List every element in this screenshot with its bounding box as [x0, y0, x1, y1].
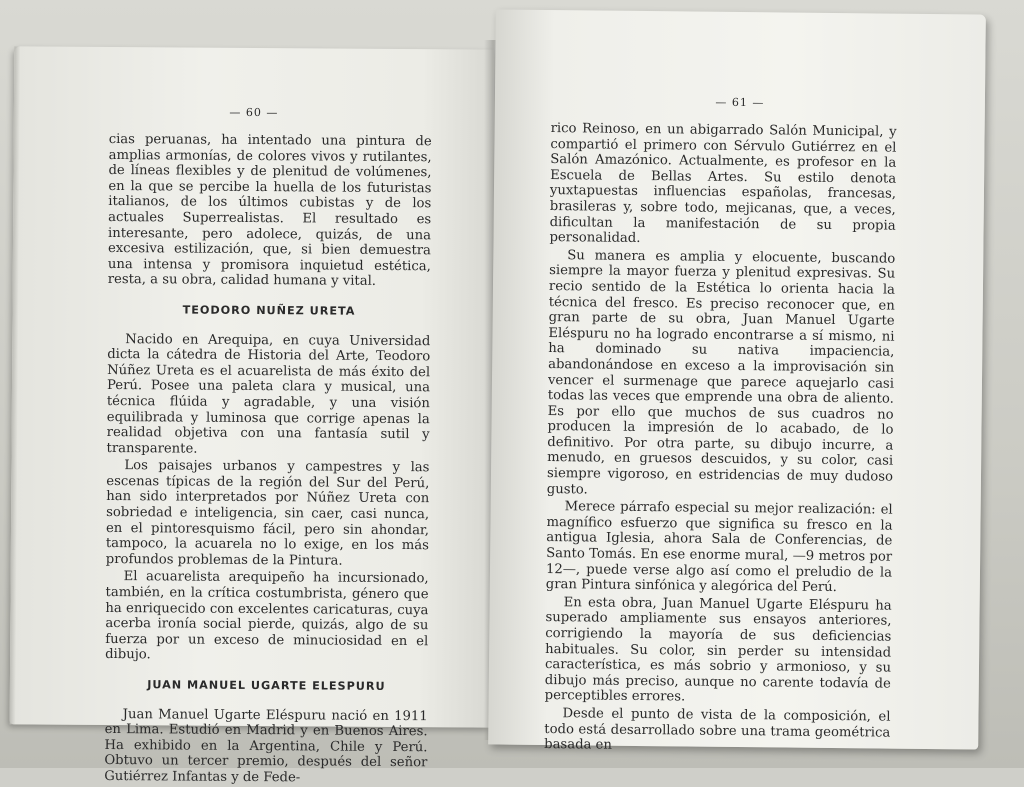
paragraph: Los paisajes urbanos y campestres y las escenas típicas de la región del Sur del Perú, han sido interpretados por Núñez Ureta con sobriedad e inteligencia, sin caer, casi nunca, en el pintoresquismo fácil, pero sin ahondar, tampoco, la acuarela no lo exige, en los más profundos problemas de la Pintura. — [105, 458, 430, 569]
left-page — [10, 46, 495, 786]
section-heading: JUAN MANUEL UGARTE ELESPURU — [147, 678, 386, 693]
paragraph: En esta obra, Juan Manuel Ugarte Eléspuru ha superado ampliamente sus ensayos anteriores, corrigiendo la mayoría de sus deficiencias habituales. Su color, sin perder su intensidad característica, es más sobrio y armonioso, y su dibujo más preciso, aunque no carente todavía de perceptibles errores. — [544, 595, 892, 705]
paragraph: Merece párrafo especial su mejor realización: el magnífico esfuerzo que significa su fresco en la antigua Iglesia, ahora Sala de Conferencias, de Santo Tomás. En ese enorme mural, —9 metros por 12—, puede verse algo así como el preludio de la gran Pintura sinfónica y alegórica del Perú. — [545, 499, 893, 596]
paragraph: Nacido en Arequipa, en cuya Universidad dicta la cátedra de Historia del Arte, Teodoro Núñez Ureta es el acuarelista de más éxito del Perú. Posee una paleta clara y musical, una técnica flúida y agradable, y una visión equilibrada y luminosa que corrige apenas la realidad objetiva con una fantasía sutil y transparente. — [106, 331, 431, 457]
paragraph: Juan Manuel Ugarte Eléspuru nació en 1911 en Lima. Estudió en Madrid y en Buenos Aires. Ha exhibido en la Argentina, Chile y Perú. Obtuvo un tercer premio, después del señor Gutiérrez Infantas y de Fede- — [104, 706, 428, 786]
left-page-text — [104, 132, 432, 787]
page-number: — 60 — — [229, 105, 279, 120]
paragraph: El acuarelista arequipeño ha incursionado, también, en la crítica costumbrista, género que ha enriquecido con excelentes caricaturas, cuya acerba ironía social pierde, quizás, algo de su fuerza por un exceso de minuciosidad en el dibujo. — [105, 569, 429, 663]
right-page — [488, 9, 986, 753]
paragraph: cias peruanas, ha intentado una pintura de amplias armonías, de colores vivos y rutilantes, de líneas flexibles y de plenitud de volúmenes, en la que se percibe la huella de los futuristas italianos, de los últimos cubistas y de los actuales Superrealistas. El resultado es interesante, pero adolece, quizás, de una excesiva estilización, que, si bien demuestra una intensa y promisora inquietud estética, resta, a su obra, calidad humana y vital. — [107, 131, 432, 290]
section-heading: TEODORO NUÑEZ URETA — [182, 303, 356, 318]
paragraph: Desde el punto de vista de la composición, el todo está desarrollado sobre una trama geométrica basada en — [544, 706, 891, 753]
right-page-text — [544, 121, 897, 756]
paragraph: rico Reinoso, en un abigarrado Salón Municipal, y compartió el primero con Sérvulo Gutiérrez en el Salón Amazónico. Actualmente, es profesor en la Escuela de Bellas Artes. Su estilo denota yuxtapuestas influencias españolas, francesas, brasileras y, sobre todo, mejicanas, que, a veces, dificultan la manifestación de su propia personalidad. — [549, 121, 897, 247]
paragraph: Su manera es amplia y elocuente, buscando siempre la mayor fuerza y plenitud expresivas. Su recio sentido de la Estética lo orienta hacia la técnica del fresco. Es preciso reconocer que, en gran parte de su obra, Juan Manuel Ugarte Eléspuru no ha logrado encontrarse a sí mismo, ni ha dominado su nativa impaciencia, abandonándose en exceso a la improvisación sin vencer el surmenage que parece aquejarlo casi todas las veces que emprende una obra de aliento. Es por ello que muchos de sus cuadros no producen la impresión de lo acabado, de lo definitivo. Por otra parte, su dibujo incurre, a menudo, en gruesos descuidos, y su color, casi siempre vigoroso, en estridencias de muy dudoso gusto. — [546, 247, 896, 498]
page-edge-shadow — [10, 46, 21, 724]
page-number: — 61 — — [715, 95, 765, 110]
